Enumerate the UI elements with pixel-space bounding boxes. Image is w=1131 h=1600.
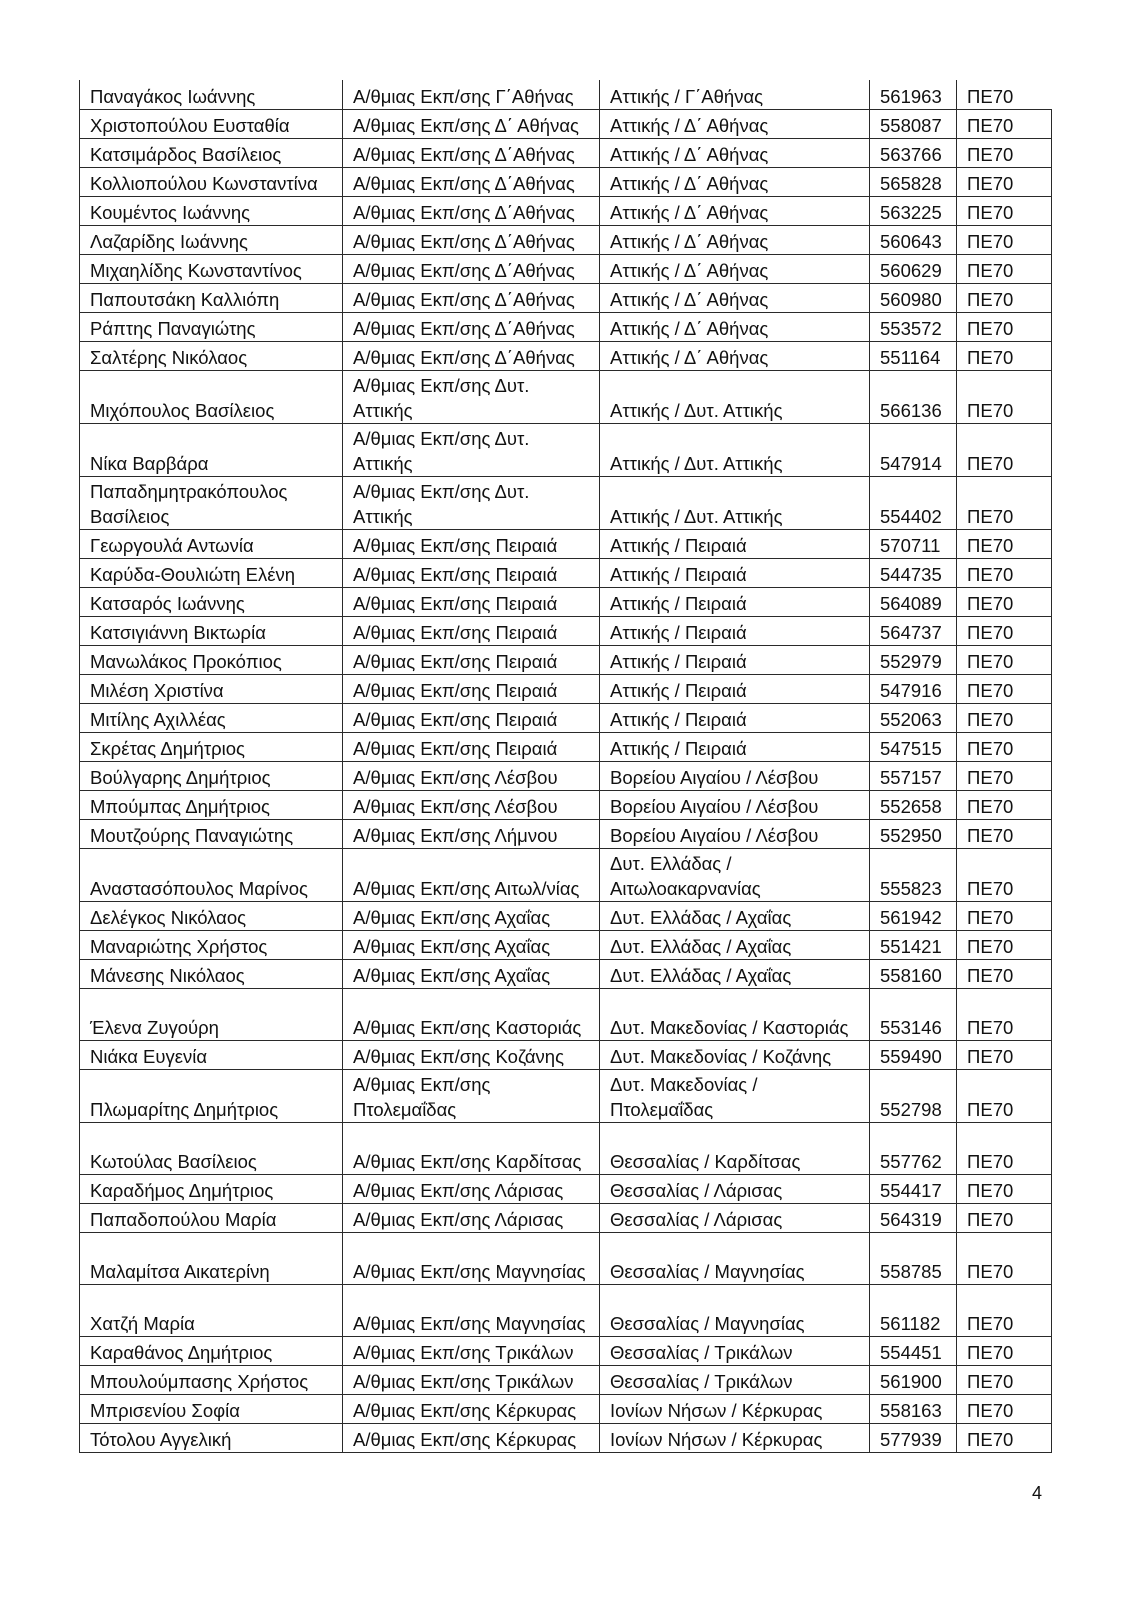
cell-specialty: ΠΕ70 [957,959,1052,988]
cell-name: Κατσιμάρδος Βασίλειος [80,138,343,167]
cell-directorate: Α/θμιας Εκπ/σης Κέρκυρας [343,1423,600,1452]
cell-directorate: Α/θμιας Εκπ/σης Δ΄Αθήνας [343,254,600,283]
cell-region: Αττικής / Πειραιά [600,703,870,732]
cell-id: 551164 [870,341,957,370]
cell-specialty: ΠΕ70 [957,703,1052,732]
cell-specialty: ΠΕ70 [957,167,1052,196]
table-row [80,225,1052,254]
cell-name: Σκρέτας Δημήτριος [80,732,343,761]
cell-name: Παπαδημητρακόπουλος Βασίλειος [80,476,343,529]
cell-specialty: ΠΕ70 [957,1174,1052,1203]
cell-directorate: Α/θμιας Εκπ/σης Δ΄Αθήνας [343,225,600,254]
cell-directorate: Α/θμιας Εκπ/σης Λέσβου [343,761,600,790]
cell-specialty: ΠΕ70 [957,254,1052,283]
cell-directorate: Α/θμιας Εκπ/σης Κέρκυρας [343,1394,600,1423]
cell-id: 544735 [870,558,957,587]
table-row [80,703,1052,732]
table-row [80,1365,1052,1394]
cell-id: 564089 [870,587,957,616]
cell-name: Έλενα Ζυγούρη [80,988,343,1040]
cell-specialty: ΠΕ70 [957,341,1052,370]
cell-region: Αττικής / Δ΄ Αθήνας [600,167,870,196]
cell-specialty: ΠΕ70 [957,674,1052,703]
cell-specialty: ΠΕ70 [957,1040,1052,1069]
cell-specialty: ΠΕ70 [957,1365,1052,1394]
cell-region: Θεσσαλίας / Τρικάλων [600,1365,870,1394]
table-row [80,674,1052,703]
cell-directorate: Α/θμιας Εκπ/σης Πειραιά [343,587,600,616]
cell-id: 555823 [870,848,957,901]
table-row [80,1203,1052,1232]
cell-specialty: ΠΕ70 [957,930,1052,959]
cell-specialty: ΠΕ70 [957,196,1052,225]
table-row [80,645,1052,674]
cell-id: 577939 [870,1423,957,1452]
cell-region: Αττικής / Δ΄ Αθήνας [600,283,870,312]
table-body [80,80,1052,1452]
cell-directorate: Α/θμιας Εκπ/σης Πειραιά [343,529,600,558]
cell-region: Βορείου Αιγαίου / Λέσβου [600,819,870,848]
cell-specialty: ΠΕ70 [957,1336,1052,1365]
cell-id: 558087 [870,109,957,138]
cell-region: Αττικής / Δυτ. Αττικής [600,476,870,529]
cell-name: Μαλαμίτσα Αικατερίνη [80,1232,343,1284]
cell-name: Μπρισενίου Σοφία [80,1394,343,1423]
cell-id: 560629 [870,254,957,283]
table-row [80,988,1052,1040]
cell-directorate: Α/θμιας Εκπ/σης Λήμνου [343,819,600,848]
cell-region: Αττικής / Δ΄ Αθήνας [600,138,870,167]
cell-name: Πλωμαρίτης Δημήτριος [80,1069,343,1122]
cell-directorate: Α/θμιας Εκπ/σης Δυτ. Αττικής [343,476,600,529]
cell-region: Βορείου Αιγαίου / Λέσβου [600,761,870,790]
cell-directorate: Α/θμιας Εκπ/σης Μαγνησίας [343,1232,600,1284]
cell-region: Αττικής / Δ΄ Αθήνας [600,254,870,283]
table-row [80,423,1052,476]
cell-region: Θεσσαλίας / Μαγνησίας [600,1232,870,1284]
cell-directorate: Α/θμιας Εκπ/σης Κοζάνης [343,1040,600,1069]
cell-specialty: ΠΕ70 [957,848,1052,901]
cell-region: Αττικής / Δ΄ Αθήνας [600,109,870,138]
cell-region: Δυτ. Μακεδονίας / Πτολεμαΐδας [600,1069,870,1122]
cell-directorate: Α/θμιας Εκπ/σης Αχαΐας [343,930,600,959]
table-row [80,558,1052,587]
cell-region: Θεσσαλίας / Τρικάλων [600,1336,870,1365]
cell-name: Μπούμπας Δημήτριος [80,790,343,819]
table-row [80,529,1052,558]
cell-directorate: Α/θμιας Εκπ/σης Δυτ. Αττικής [343,370,600,423]
cell-name: Μιχαηλίδης Κωνσταντίνος [80,254,343,283]
cell-region: Αττικής / Πειραιά [600,529,870,558]
cell-name: Μπουλούμπασης Χρήστος [80,1365,343,1394]
cell-directorate: Α/θμιας Εκπ/σης Δ΄Αθήνας [343,283,600,312]
cell-name: Ράπτης Παναγιώτης [80,312,343,341]
cell-id: 557762 [870,1122,957,1174]
cell-id: 547914 [870,423,957,476]
cell-id: 553146 [870,988,957,1040]
cell-id: 564737 [870,616,957,645]
cell-id: 566136 [870,370,957,423]
cell-region: Αττικής / Δ΄ Αθήνας [600,225,870,254]
cell-id: 552063 [870,703,957,732]
cell-directorate: Α/θμιας Εκπ/σης Πτολεμαΐδας [343,1069,600,1122]
cell-region: Αττικής / Πειραιά [600,732,870,761]
table-row [80,1336,1052,1365]
cell-specialty: ΠΕ70 [957,370,1052,423]
cell-id: 547916 [870,674,957,703]
cell-id: 551421 [870,930,957,959]
cell-id: 554417 [870,1174,957,1203]
cell-directorate: Α/θμιας Εκπ/σης Τρικάλων [343,1336,600,1365]
cell-directorate: Α/θμιας Εκπ/σης Πειραιά [343,703,600,732]
cell-region: Ιονίων Νήσων / Κέρκυρας [600,1394,870,1423]
cell-directorate: Α/θμιας Εκπ/σης Δ΄Αθήνας [343,341,600,370]
cell-region: Αττικής / Πειραιά [600,558,870,587]
cell-name: Παπουτσάκη Καλλιόπη [80,283,343,312]
cell-id: 561942 [870,901,957,930]
cell-name: Γεωργουλά Αντωνία [80,529,343,558]
table-row [80,1394,1052,1423]
cell-region: Αττικής / Δ΄ Αθήνας [600,196,870,225]
cell-directorate: Α/θμιας Εκπ/σης Δ΄Αθήνας [343,167,600,196]
cell-region: Αττικής / Πειραιά [600,587,870,616]
table-row [80,848,1052,901]
cell-specialty: ΠΕ70 [957,109,1052,138]
cell-specialty: ΠΕ70 [957,901,1052,930]
cell-region: Αττικής / Πειραιά [600,674,870,703]
cell-id: 552950 [870,819,957,848]
table-row [80,1174,1052,1203]
cell-name: Νιάκα Ευγενία [80,1040,343,1069]
cell-id: 552979 [870,645,957,674]
page-number: 4 [1032,1483,1043,1503]
table-row [80,1284,1052,1336]
cell-region: Δυτ. Ελλάδας / Αχαΐας [600,930,870,959]
cell-directorate: Α/θμιας Εκπ/σης Λάρισας [343,1174,600,1203]
cell-region: Δυτ. Μακεδονίας / Κοζάνης [600,1040,870,1069]
cell-directorate: Α/θμιας Εκπ/σης Αχαΐας [343,901,600,930]
cell-name: Καρύδα-Θουλιώτη Ελένη [80,558,343,587]
cell-specialty: ΠΕ70 [957,1122,1052,1174]
table-row [80,1122,1052,1174]
cell-region: Ιονίων Νήσων / Κέρκυρας [600,1423,870,1452]
cell-id: 560643 [870,225,957,254]
cell-directorate: Α/θμιας Εκπ/σης Πειραιά [343,616,600,645]
cell-specialty: ΠΕ70 [957,1203,1052,1232]
cell-name: Κουμέντος Ιωάννης [80,196,343,225]
cell-name: Κατσιγιάννη Βικτωρία [80,616,343,645]
cell-id: 552798 [870,1069,957,1122]
cell-name: Αναστασόπουλος Μαρίνος [80,848,343,901]
table-row [80,196,1052,225]
cell-directorate: Α/θμιας Εκπ/σης Πειραιά [343,645,600,674]
cell-id: 557157 [870,761,957,790]
cell-name: Χριστοπούλου Ευσταθία [80,109,343,138]
table-row [80,819,1052,848]
cell-specialty: ΠΕ70 [957,476,1052,529]
cell-specialty: ΠΕ70 [957,225,1052,254]
cell-region: Βορείου Αιγαίου / Λέσβου [600,790,870,819]
cell-name: Μουτζούρης Παναγιώτης [80,819,343,848]
table-row [80,1040,1052,1069]
cell-id: 565828 [870,167,957,196]
cell-directorate: Α/θμιας Εκπ/σης Πειραιά [343,732,600,761]
cell-directorate: Α/θμιας Εκπ/σης Δ΄Αθήνας [343,196,600,225]
cell-name: Μιλέση Χριστίνα [80,674,343,703]
cell-directorate: Α/θμιας Εκπ/σης Πειραιά [343,558,600,587]
cell-region: Δυτ. Ελλάδας / Αχαΐας [600,959,870,988]
cell-specialty: ΠΕ70 [957,587,1052,616]
cell-directorate: Α/θμιας Εκπ/σης Δ΄ Αθήνας [343,109,600,138]
table-row [80,959,1052,988]
cell-specialty: ΠΕ70 [957,1284,1052,1336]
cell-specialty: ΠΕ70 [957,558,1052,587]
cell-region: Δυτ. Ελλάδας / Αιτωλοακαρνανίας [600,848,870,901]
cell-specialty: ΠΕ70 [957,761,1052,790]
cell-specialty: ΠΕ70 [957,645,1052,674]
cell-name: Παπαδοπούλου Μαρία [80,1203,343,1232]
cell-name: Κωτούλας Βασίλειος [80,1122,343,1174]
table-row [80,732,1052,761]
table-row [80,901,1052,930]
cell-name: Καραδήμος Δημήτριος [80,1174,343,1203]
cell-region: Θεσσαλίας / Λάρισας [600,1203,870,1232]
cell-specialty: ΠΕ70 [957,988,1052,1040]
cell-region: Αττικής / Γ΄Αθήνας [600,80,870,109]
table-row [80,761,1052,790]
cell-specialty: ΠΕ70 [957,138,1052,167]
cell-directorate: Α/θμιας Εκπ/σης Γ΄Αθήνας [343,80,600,109]
cell-specialty: ΠΕ70 [957,732,1052,761]
cell-region: Δυτ. Μακεδονίας / Καστοριάς [600,988,870,1040]
cell-specialty: ΠΕ70 [957,616,1052,645]
cell-specialty: ΠΕ70 [957,529,1052,558]
table-row [80,341,1052,370]
cell-specialty: ΠΕ70 [957,1069,1052,1122]
table-row [80,1423,1052,1452]
cell-name: Νίκα Βαρβάρα [80,423,343,476]
cell-name: Κατσαρός Ιωάννης [80,587,343,616]
table-row [80,1232,1052,1284]
cell-region: Θεσσαλίας / Καρδίτσας [600,1122,870,1174]
cell-region: Αττικής / Δυτ. Αττικής [600,370,870,423]
cell-id: 552658 [870,790,957,819]
cell-id: 561182 [870,1284,957,1336]
cell-specialty: ΠΕ70 [957,423,1052,476]
table-row [80,283,1052,312]
table-row [80,109,1052,138]
cell-directorate: Α/θμιας Εκπ/σης Λάρισας [343,1203,600,1232]
cell-name: Μιχόπουλος Βασίλειος [80,370,343,423]
cell-name: Δελέγκος Νικόλαος [80,901,343,930]
cell-directorate: Α/θμιας Εκπ/σης Λέσβου [343,790,600,819]
cell-directorate: Α/θμιας Εκπ/σης Αχαΐας [343,959,600,988]
cell-region: Αττικής / Δ΄ Αθήνας [600,341,870,370]
table-row [80,476,1052,529]
cell-region: Θεσσαλίας / Μαγνησίας [600,1284,870,1336]
table-row [80,616,1052,645]
cell-region: Αττικής / Πειραιά [600,645,870,674]
cell-name: Μάνεσης Νικόλαος [80,959,343,988]
cell-id: 547515 [870,732,957,761]
cell-name: Σαλτέρης Νικόλαος [80,341,343,370]
cell-directorate: Α/θμιας Εκπ/σης Πειραιά [343,674,600,703]
cell-id: 570711 [870,529,957,558]
cell-name: Μανωλάκος Προκόπιος [80,645,343,674]
cell-name: Μιτίλης Αχιλλέας [80,703,343,732]
cell-directorate: Α/θμιας Εκπ/σης Δ΄Αθήνας [343,312,600,341]
cell-id: 553572 [870,312,957,341]
table-row [80,167,1052,196]
table-row [80,790,1052,819]
cell-id: 554451 [870,1336,957,1365]
cell-directorate: Α/θμιας Εκπ/σης Δ΄Αθήνας [343,138,600,167]
cell-specialty: ΠΕ70 [957,1394,1052,1423]
cell-specialty: ΠΕ70 [957,790,1052,819]
cell-specialty: ΠΕ70 [957,1423,1052,1452]
cell-directorate: Α/θμιας Εκπ/σης Μαγνησίας [343,1284,600,1336]
cell-name: Λαζαρίδης Ιωάννης [80,225,343,254]
cell-region: Θεσσαλίας / Λάρισας [600,1174,870,1203]
cell-specialty: ΠΕ70 [957,80,1052,109]
cell-name: Κολλιοπούλου Κωνσταντίνα [80,167,343,196]
cell-id: 558160 [870,959,957,988]
cell-id: 560980 [870,283,957,312]
cell-specialty: ΠΕ70 [957,312,1052,341]
cell-directorate: Α/θμιας Εκπ/σης Αιτωλ/νίας [343,848,600,901]
table-row [80,138,1052,167]
cell-name: Χατζή Μαρία [80,1284,343,1336]
cell-specialty: ΠΕ70 [957,1232,1052,1284]
cell-id: 561900 [870,1365,957,1394]
cell-name: Μαναριώτης Χρήστος [80,930,343,959]
cell-directorate: Α/θμιας Εκπ/σης Καρδίτσας [343,1122,600,1174]
cell-name: Τότολου Αγγελική [80,1423,343,1452]
cell-id: 559490 [870,1040,957,1069]
cell-directorate: Α/θμιας Εκπ/σης Καστοριάς [343,988,600,1040]
cell-region: Αττικής / Δυτ. Αττικής [600,423,870,476]
cell-specialty: ΠΕ70 [957,819,1052,848]
table-row [80,254,1052,283]
cell-id: 561963 [870,80,957,109]
cell-specialty: ΠΕ70 [957,283,1052,312]
cell-id: 554402 [870,476,957,529]
cell-region: Δυτ. Ελλάδας / Αχαΐας [600,901,870,930]
table-row [80,1069,1052,1122]
table-row [80,370,1052,423]
table-row [80,587,1052,616]
cell-region: Αττικής / Δ΄ Αθήνας [600,312,870,341]
cell-directorate: Α/θμιας Εκπ/σης Τρικάλων [343,1365,600,1394]
cell-id: 563225 [870,196,957,225]
cell-name: Καραθάνος Δημήτριος [80,1336,343,1365]
cell-region: Αττικής / Πειραιά [600,616,870,645]
teachers-table [79,80,1052,1453]
table-row [80,312,1052,341]
cell-id: 563766 [870,138,957,167]
cell-directorate: Α/θμιας Εκπ/σης Δυτ. Αττικής [343,423,600,476]
cell-name: Παναγάκος Ιωάννης [80,80,343,109]
table-row [80,80,1052,109]
cell-id: 558163 [870,1394,957,1423]
table-row [80,930,1052,959]
cell-id: 564319 [870,1203,957,1232]
cell-name: Βούλγαρης Δημήτριος [80,761,343,790]
cell-id: 558785 [870,1232,957,1284]
